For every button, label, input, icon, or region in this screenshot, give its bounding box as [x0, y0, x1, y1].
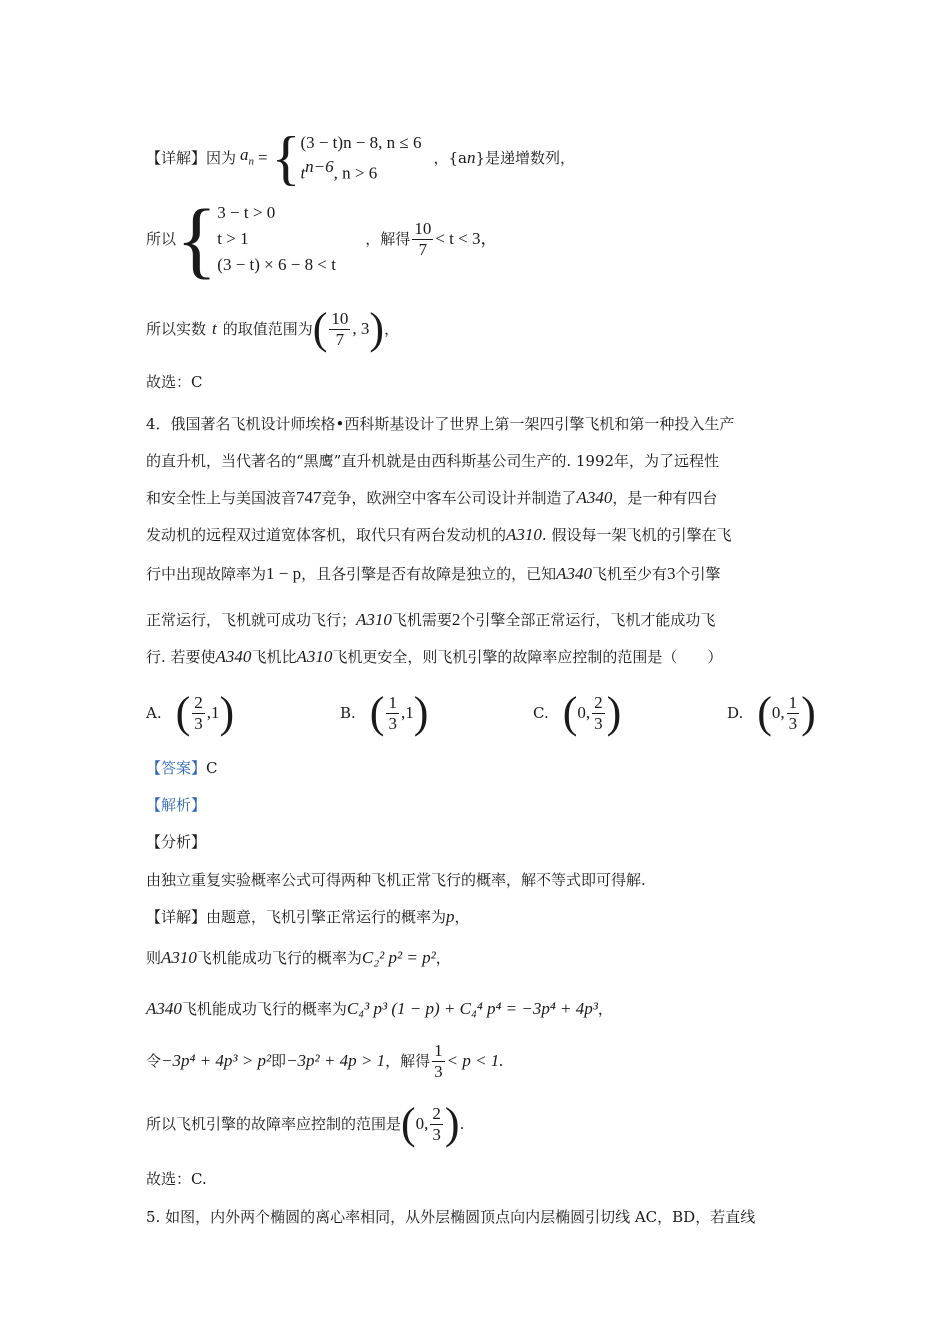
q4-l5g: 个引擎 [675, 565, 721, 583]
q4-l4b: A310 [506, 525, 542, 544]
a340-formula: C₄³ p³ (1 − p) + C₄⁴ p⁴ = −3p⁴ + 4p³ [346, 999, 598, 1018]
option-a-right: ,1 [206, 703, 220, 722]
range-num: 10 [331, 308, 349, 328]
range-prefix: 所以实数 [146, 320, 207, 338]
detail-label: 【详解】 [146, 149, 207, 167]
option-c-left: 0, [577, 703, 591, 722]
q4-l7e: 飞机更安全，则飞机引擎的故障率应控制的范围是（ ） [332, 648, 723, 666]
range-mid: 的取值范围为 [222, 320, 313, 338]
ineq-mid: 即 [271, 1052, 287, 1070]
range-var: t [212, 319, 217, 338]
q4-l3d: A340 [576, 488, 613, 507]
q4-l5d: A340 [556, 564, 593, 583]
q4-l4a: 发动机的远程双过道宽体客机，取代只有两台发动机的 [146, 526, 507, 544]
q4-l5a: 行中出现故障率为 [146, 565, 267, 583]
q4-l3a: 和安全性上与美国波音 [146, 489, 297, 507]
q4-l5c: ，且各引擎是否有故障是独立的，已知 [301, 565, 557, 583]
system-line-3: (3 − t) × 6 − 8 < t [217, 255, 336, 274]
ineq-pre: 令 [146, 1052, 162, 1070]
q4-l6a: 正常运行，飞机就可成功飞行； [146, 611, 357, 629]
detail-text: 因为 [206, 149, 237, 167]
q4-l6c: 飞机需要 [391, 611, 452, 629]
q4-line-1: 4．俄国著名飞机设计师埃格•西科斯基设计了世界上第一架四引擎飞机和第一种投入生产 [146, 415, 735, 433]
q4-line-5 [146, 564, 721, 584]
solve-text: ，解得 [365, 230, 411, 248]
solve-rest: < t < 3， [435, 229, 498, 248]
seq-text: ，{a [433, 149, 467, 167]
option-a-den: 3 [194, 713, 203, 733]
option-d-label: D. [727, 704, 744, 722]
q4-l7a: 行. 若要使 [146, 648, 216, 666]
a310-line [146, 948, 451, 968]
option-d-num: 1 [788, 692, 798, 712]
system-prefix: 所以 [146, 230, 177, 248]
option-d[interactable]: D. ( 0, $\frac{1}{3}$ ) [727, 688, 816, 737]
option-c[interactable]: C. ( 0, $\frac{2}{3}$ ) [533, 688, 622, 737]
system-line-1: 3 − t > 0 [217, 203, 276, 222]
a340-plane: A340 [146, 999, 182, 1018]
a310-end: ， [435, 949, 451, 967]
q4-l3b: 747 [296, 488, 322, 507]
q4-l6b: A310 [356, 610, 392, 629]
detail2-text: 由题意，飞机引擎正常运行的概率为 [206, 908, 447, 926]
ineq-f2: −3p² + 4p > 1 [286, 1051, 386, 1070]
seq-end: }是递增数列， [475, 149, 576, 167]
ineq-line [146, 1035, 504, 1087]
option-b-right: ,1 [400, 703, 414, 722]
system-line: 所以 { 3 − t > 0 t > 1 (3 − t) × 6 − 8 < t ，解得 $\frac{10}{7}$ < t < 3， [146, 191, 498, 287]
option-b-label: B. [340, 704, 356, 722]
detail2-line [146, 907, 470, 927]
q4-l3c: 竞争，欧洲空中客车公司设计并制造了 [321, 489, 577, 507]
a340-end: ， [597, 1000, 613, 1018]
q4-l6e: 个引擎全部正常运行，飞机才能成功飞 [460, 611, 716, 629]
q4-l7d: A310 [296, 647, 333, 666]
detail2-label: 【详解】 [146, 908, 207, 926]
fenxi-text: 由独立重复实验概率公式可得两种飞机正常飞行的概率，解不等式即可得解. [146, 871, 646, 889]
q4-line-2: 的直升机，当代著名的“黑鹰”直升机就是由西科斯基公司生产的. 1992年，为了远程性 [146, 452, 720, 470]
system-line-2: t > 1 [217, 229, 249, 248]
range2-end: . [459, 1115, 465, 1133]
option-a[interactable]: A. ( $\frac{2}{3}$ ,1 ) [146, 688, 235, 737]
ineq-den: 3 [434, 1061, 443, 1081]
q4-l6d: 2 [451, 610, 461, 629]
piecewise-2-cond: , n > 6 [333, 163, 378, 183]
ineq-rest: < p < 1. [446, 1051, 504, 1070]
answer-value: C [206, 759, 218, 777]
q4-l5b: 1 − p [266, 564, 302, 583]
range2-num: 2 [432, 1103, 441, 1123]
option-c-num: 2 [594, 692, 603, 712]
answer-line-2: 故选：C. [146, 1170, 207, 1188]
option-d-den: 3 [788, 713, 798, 733]
range-line-1: 所以实数 t 的取值范围为 ( $\frac{10}{7}$ , 3 ) ， [146, 304, 400, 353]
q4-l4c: . 假设每一架飞机的引擎在飞 [541, 526, 732, 544]
range2-pre: 所以飞机引擎的故障率应控制的范围是 [146, 1115, 402, 1133]
ineq-f1: −3p⁴ + 4p³ > p² [161, 1051, 272, 1070]
a310-pre: 则 [146, 949, 162, 967]
q4-line-7 [146, 647, 722, 667]
option-b-num: 1 [388, 692, 397, 712]
option-c-label: C. [533, 704, 549, 722]
analysis-label: 【解析】 [146, 796, 207, 814]
a340-line [146, 999, 613, 1019]
piecewise-1: (3 − t)n − 8, n ≤ 6 [300, 132, 422, 152]
q4-line-3 [146, 488, 717, 508]
range2-den: 3 [432, 1124, 441, 1144]
q4-line-4 [146, 525, 731, 545]
option-b[interactable]: B. ( $\frac{1}{3}$ ,1 ) [340, 688, 429, 737]
piecewise-2-exp: n−6 [305, 156, 334, 176]
fenxi-label: 【分析】 [146, 833, 207, 851]
option-c-den: 3 [594, 713, 603, 733]
a310-plane: A310 [161, 948, 197, 967]
range-end: , 3 [352, 319, 370, 338]
detail2-end: ， [454, 908, 470, 926]
range-tail: ， [384, 320, 400, 338]
q5-line-1: 5. 如图，内外两个椭圆的离心率相同，从外层椭圆顶点向内层椭圆引切线 AC，BD，若直线 [146, 1208, 756, 1226]
detail-line-1: 【详解】 因为 $a_n$ = { (3 − t)n − 8, n ≤ 6 $t^{n-6}$, n > 6 ，{a n }是递增数列， [146, 125, 576, 191]
ineq-solve: ，解得 [385, 1052, 431, 1070]
q4-l7c: 飞机比 [251, 648, 297, 666]
q4-l3e: ，是一种有四台 [612, 489, 718, 507]
range-line-2: 所以飞机引擎的故障率应控制的范围是 ( 0, $\frac{2}{3}$ ) . [146, 1099, 465, 1148]
option-b-den: 3 [388, 713, 397, 733]
ineq-num: 1 [434, 1040, 443, 1060]
frac-den: 7 [418, 239, 428, 259]
range2-left: 0, [415, 1114, 429, 1133]
a310-mid: 飞机能成功飞行的概率为 [196, 949, 362, 967]
frac-num: 10 [414, 218, 432, 238]
q4-l5f: 3 [667, 564, 676, 583]
option-a-label: A. [146, 704, 162, 722]
answer-line-1: 故选：C [146, 373, 203, 391]
q4-l7b: A340 [215, 647, 252, 666]
q4-line-6 [146, 610, 715, 630]
answer-label: 【答案】 [146, 759, 207, 777]
detail2-var: p [446, 907, 455, 926]
piecewise-2: t [300, 163, 306, 183]
a340-mid: 飞机能成功飞行的概率为 [181, 1000, 347, 1018]
answer-line [146, 758, 218, 778]
range-den: 7 [335, 329, 345, 349]
q4-l5e: 飞机至少有 [592, 565, 668, 583]
option-d-left: 0, [771, 703, 785, 722]
a310-formula: C₂² p² = p² [361, 948, 436, 967]
option-a-num: 2 [194, 692, 203, 712]
